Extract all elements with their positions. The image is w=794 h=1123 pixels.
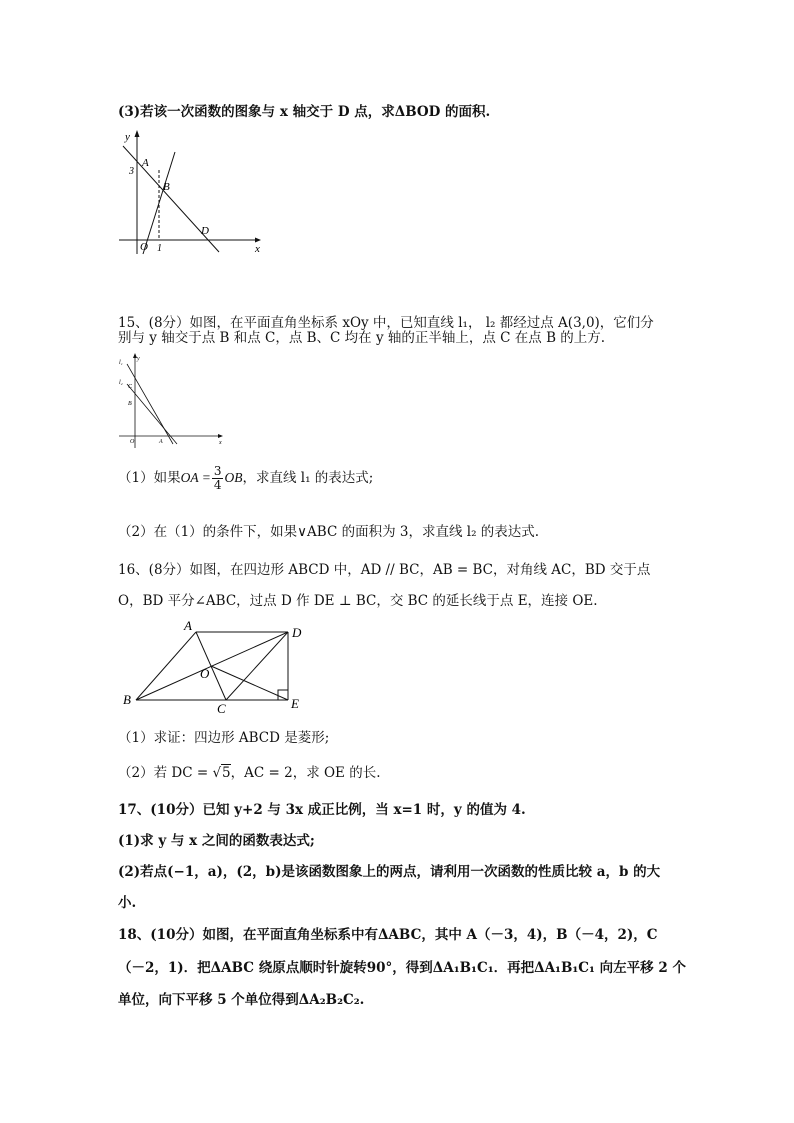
label-A: A [159, 439, 163, 445]
q15-statement-line1: 15、(8分）如图，在平面直角坐标系 xOy 中，已知直线 l₁， l₂ 都经过点 A(3,0)，它们分 [118, 315, 654, 331]
q16-part1: （1）求证：四边形 ABCD 是菱形; [118, 730, 330, 746]
side-AB [136, 632, 196, 700]
label-l2: l₂ [119, 380, 123, 386]
label-O: O [140, 241, 148, 253]
q17-part2-line2: 小. [118, 895, 137, 911]
q17-part2-line1: (2)若点(−1，a)，(2，b)是该函数图象上的两点，请利用一次函数的性质比较 a，b 的大 [118, 864, 661, 880]
label-A: A [184, 618, 192, 633]
label-1: 1 [157, 243, 162, 254]
line-l1 [127, 364, 173, 444]
segment-OE [211, 666, 288, 700]
label-O: O [200, 666, 210, 681]
q14-part3: (3)若该一次函数的图象与 x 轴交于 D 点，求ΔBOD 的面积. [118, 104, 491, 120]
q18-statement-line2: （－2，1)．把ΔABC 绕原点顺时针旋转90°，得到ΔA₁B₁C₁．再把ΔA₁B₁C₁ 向左平移 2 个 [118, 960, 686, 976]
fraction-denominator: 4 [213, 478, 222, 492]
label-B: B [123, 692, 131, 707]
figure-linear-functions [115, 128, 275, 258]
q16-part2: （2）若 DC = √5，AC = 2，求 OE 的长. [118, 765, 381, 781]
label-C: C [128, 384, 133, 390]
fraction-numerator: 3 [213, 464, 222, 478]
label-B: B [163, 181, 170, 193]
figure-two-lines [115, 352, 230, 450]
q15-part1-pre: （1）如果 [118, 470, 181, 486]
label-l1: l₁ [119, 360, 123, 366]
sqrt-five: 5 [222, 765, 231, 781]
q18-statement-line3: 单位，向下平移 5 个单位得到ΔA₂B₂C₂. [118, 992, 365, 1008]
right-angle-mark [278, 690, 288, 700]
q15-part1-lhs: OA = [180, 470, 211, 485]
q17-statement: 17、(10分）已知 y+2 与 3x 成正比例，当 x=1 时，y 的值为 4. [118, 802, 526, 818]
q18-statement-line1: 18、(10分）如图，在平面直角坐标系中有ΔABC，其中 A（－3，4)，B（－4，2)，C [118, 927, 658, 943]
label-E: E [291, 696, 299, 711]
q15-statement-line2: 别与 y 轴交于点 B 和点 C，点 B、C 均在 y 轴的正半轴上，点 C 在点 B 的上方. [118, 330, 606, 346]
label-C: C [217, 701, 226, 716]
line-l2 [127, 384, 177, 444]
label-x: x [219, 440, 222, 446]
label-D: D [292, 625, 302, 640]
q16-part2-post: ，AC = 2，求 OE 的长. [230, 765, 381, 781]
q15-part1-rhs: OB [224, 470, 243, 485]
q16-statement-line2: O，BD 平分∠ABC，过点 D 作 DE ⊥ BC，交 BC 的延长线于点 E，连接 OE. [118, 593, 598, 609]
label-y: y [137, 356, 140, 362]
q17-part1: (1)求 y 与 x 之间的函数表达式; [118, 833, 315, 849]
label-y: y [125, 131, 130, 143]
q16-part2-pre: （2）若 DC = [118, 765, 213, 781]
label-3: 3 [129, 166, 134, 177]
label-x: x [255, 243, 260, 255]
label-A: A [142, 157, 149, 169]
q16-statement-line1: 16、(8分）如图，在四边形 ABCD 中，AD // BC，AB = BC，对角线 AC，BD 交于点 [118, 562, 651, 578]
label-B: B [128, 401, 132, 407]
q15-part1-post: ，求直线 l₁ 的表达式; [242, 470, 374, 486]
label-D: D [201, 225, 209, 237]
q15-part2: （2）在（1）的条件下，如果∨ABC 的面积为 3，求直线 l₂ 的表达式. [118, 524, 540, 540]
figure-rhombus [120, 620, 320, 715]
label-O: O [130, 439, 135, 445]
fraction-three-quarters [212, 465, 224, 492]
q15-part1 [118, 465, 373, 492]
